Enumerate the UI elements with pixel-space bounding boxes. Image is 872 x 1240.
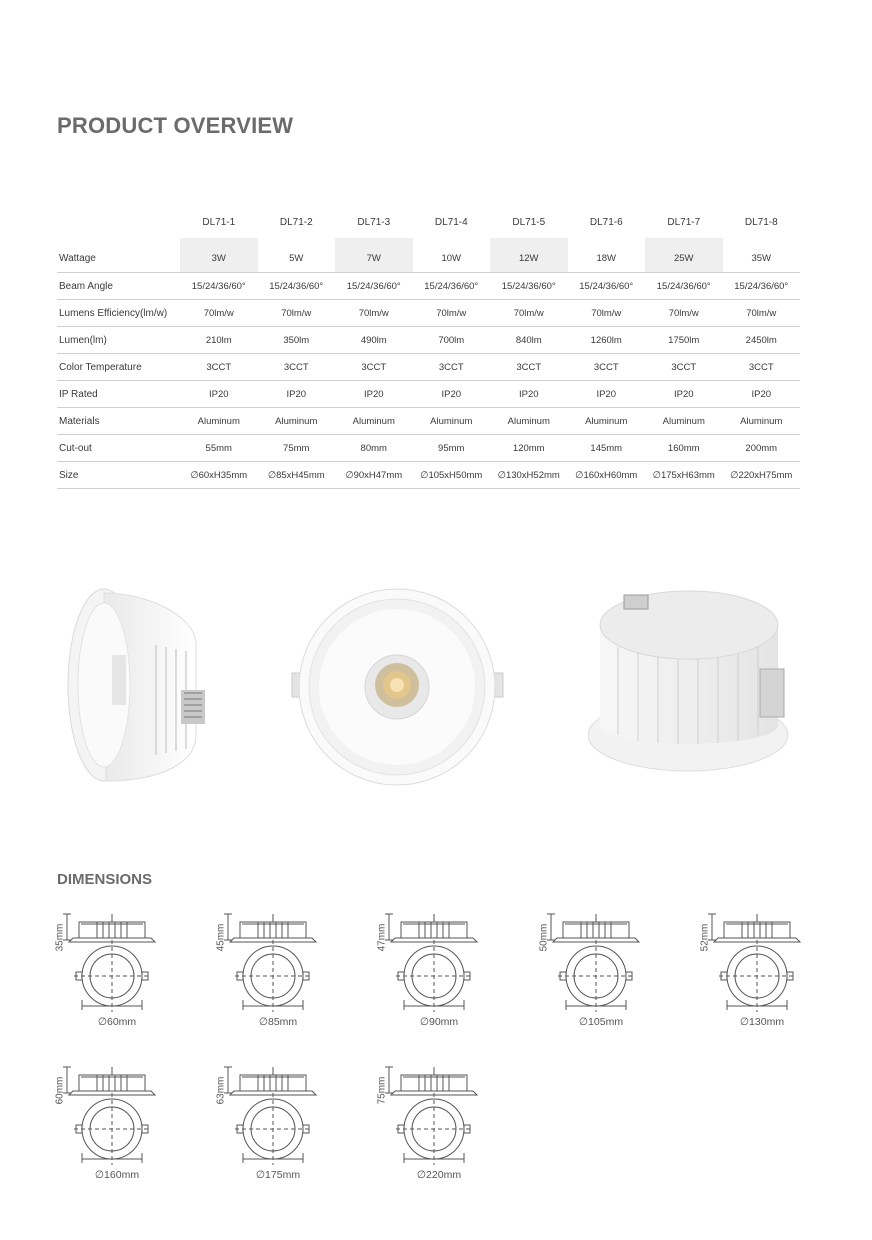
height-label: 47mm	[376, 923, 388, 952]
spec-row	[57, 273, 800, 300]
model-header: DL71-7	[667, 216, 701, 228]
height-label: 35mm	[54, 923, 66, 952]
spec-cell: 18W	[568, 244, 646, 273]
spec-table	[57, 206, 800, 489]
row-label: Cut-out	[57, 435, 180, 462]
diameter-label: ∅130mm	[739, 1016, 785, 1028]
spec-cell: IP20	[568, 381, 646, 408]
spec-cell: Aluminum	[413, 408, 491, 435]
spec-cell: ∅160xH60mm	[568, 462, 646, 489]
spec-cell: 95mm	[413, 435, 491, 462]
spec-cell: 3CCT	[335, 354, 413, 381]
dimension-drawing	[376, 910, 499, 1040]
diameter-label: ∅60mm	[97, 1016, 137, 1028]
dimension-drawing	[54, 910, 177, 1040]
dimension-drawing	[215, 1063, 338, 1193]
product-photo-side	[56, 585, 216, 790]
spec-cell: 15/24/36/60°	[413, 273, 491, 300]
spec-cell: 15/24/36/60°	[645, 273, 723, 300]
spec-row	[57, 300, 800, 327]
spec-row	[57, 435, 800, 462]
spec-cell: Aluminum	[258, 408, 336, 435]
spec-cell: IP20	[645, 381, 723, 408]
spec-cell: Aluminum	[180, 408, 258, 435]
model-header: DL71-3	[357, 216, 391, 228]
row-label: Wattage	[57, 244, 180, 273]
row-label: Lumen(lm)	[57, 327, 180, 354]
spec-cell: 840lm	[490, 327, 568, 354]
product-photo-front	[290, 585, 505, 790]
spec-cell: Aluminum	[723, 408, 801, 435]
dimension-drawing	[376, 1063, 499, 1193]
dimension-drawing	[538, 910, 661, 1040]
diameter-label: ∅85mm	[258, 1016, 298, 1028]
spec-cell: 70lm/w	[490, 300, 568, 327]
product-photo-back	[588, 585, 803, 775]
spec-cell: IP20	[723, 381, 801, 408]
spec-cell: 15/24/36/60°	[490, 273, 568, 300]
dimension-drawing	[54, 1063, 177, 1193]
model-header: DL71-4	[434, 216, 468, 228]
diameter-label: ∅90mm	[419, 1016, 459, 1028]
spec-row	[57, 354, 800, 381]
dimensions-title: DIMENSIONS	[57, 871, 153, 888]
spec-cell: 70lm/w	[413, 300, 491, 327]
spec-cell: ∅85xH45mm	[258, 462, 336, 489]
spec-cell: 15/24/36/60°	[568, 273, 646, 300]
header-corner	[57, 206, 180, 238]
spec-cell: 3W	[180, 244, 258, 273]
spec-row	[57, 327, 800, 354]
spec-cell: ∅130xH52mm	[490, 462, 568, 489]
spec-cell: 55mm	[180, 435, 258, 462]
spec-cell: ∅220xH75mm	[723, 462, 801, 489]
spec-row	[57, 244, 800, 273]
spec-body	[57, 238, 800, 489]
row-label: Lumens Efficiency(lm/w)	[57, 300, 180, 327]
spec-cell: 1260lm	[568, 327, 646, 354]
model-header-row	[57, 206, 800, 238]
spec-cell: 210lm	[180, 327, 258, 354]
spec-cell: 2450lm	[723, 327, 801, 354]
spec-cell: IP20	[258, 381, 336, 408]
spec-cell: IP20	[490, 381, 568, 408]
spec-cell: IP20	[335, 381, 413, 408]
spec-cell: 70lm/w	[180, 300, 258, 327]
height-label: 60mm	[54, 1076, 66, 1105]
spec-cell: 490lm	[335, 327, 413, 354]
spec-cell: 35W	[723, 244, 801, 273]
spec-cell: 3CCT	[413, 354, 491, 381]
spec-cell: 15/24/36/60°	[723, 273, 801, 300]
spec-row	[57, 381, 800, 408]
spec-cell: 80mm	[335, 435, 413, 462]
height-label: 52mm	[699, 923, 711, 952]
spec-cell: 12W	[490, 244, 568, 273]
height-label: 50mm	[538, 923, 550, 952]
model-header: DL71-1	[202, 216, 236, 228]
row-label: Beam Angle	[57, 273, 180, 300]
spec-cell: 350lm	[258, 327, 336, 354]
diameter-label: ∅220mm	[416, 1169, 462, 1181]
spec-cell: 7W	[335, 244, 413, 273]
spec-row	[57, 408, 800, 435]
spec-cell: 70lm/w	[335, 300, 413, 327]
spec-cell: 3CCT	[180, 354, 258, 381]
spec-cell: ∅60xH35mm	[180, 462, 258, 489]
spec-cell: Aluminum	[568, 408, 646, 435]
spec-cell: IP20	[413, 381, 491, 408]
spec-cell: 1750lm	[645, 327, 723, 354]
row-label: Materials	[57, 408, 180, 435]
diameter-label: ∅105mm	[578, 1016, 624, 1028]
model-header: DL71-8	[744, 216, 778, 228]
spec-cell: 145mm	[568, 435, 646, 462]
spec-cell: IP20	[180, 381, 258, 408]
spec-cell: ∅90xH47mm	[335, 462, 413, 489]
spec-cell: 120mm	[490, 435, 568, 462]
model-header: DL71-2	[279, 216, 313, 228]
spec-cell: 160mm	[645, 435, 723, 462]
spec-cell: 200mm	[723, 435, 801, 462]
spec-cell: ∅175xH63mm	[645, 462, 723, 489]
spec-cell: 3CCT	[258, 354, 336, 381]
spec-cell: Aluminum	[645, 408, 723, 435]
spec-cell: 700lm	[413, 327, 491, 354]
spec-cell: 3CCT	[723, 354, 801, 381]
spec-cell: 3CCT	[645, 354, 723, 381]
height-label: 45mm	[215, 923, 227, 952]
dimension-drawing	[699, 910, 822, 1040]
spec-cell: ∅105xH50mm	[413, 462, 491, 489]
model-header: DL71-5	[512, 216, 546, 228]
spec-row	[57, 462, 800, 489]
spec-cell: 70lm/w	[723, 300, 801, 327]
row-label: IP Rated	[57, 381, 180, 408]
spec-cell: 3CCT	[490, 354, 568, 381]
spec-cell: 15/24/36/60°	[258, 273, 336, 300]
spec-cell: 70lm/w	[568, 300, 646, 327]
spec-cell: 70lm/w	[258, 300, 336, 327]
row-label: Size	[57, 462, 180, 489]
spec-cell: 5W	[258, 244, 336, 273]
height-label: 63mm	[215, 1076, 227, 1105]
row-label: Color Temperature	[57, 354, 180, 381]
spec-cell: 15/24/36/60°	[180, 273, 258, 300]
spec-cell: 10W	[413, 244, 491, 273]
model-header: DL71-6	[589, 216, 623, 228]
dimension-drawing	[215, 910, 338, 1040]
spec-cell: Aluminum	[335, 408, 413, 435]
page-title: PRODUCT OVERVIEW	[57, 113, 294, 138]
spec-cell: Aluminum	[490, 408, 568, 435]
height-label: 75mm	[376, 1076, 388, 1105]
spec-cell: 3CCT	[568, 354, 646, 381]
spec-cell: 25W	[645, 244, 723, 273]
spec-cell: 70lm/w	[645, 300, 723, 327]
spec-cell: 15/24/36/60°	[335, 273, 413, 300]
spec-cell: 75mm	[258, 435, 336, 462]
diameter-label: ∅160mm	[94, 1169, 140, 1181]
diameter-label: ∅175mm	[255, 1169, 301, 1181]
